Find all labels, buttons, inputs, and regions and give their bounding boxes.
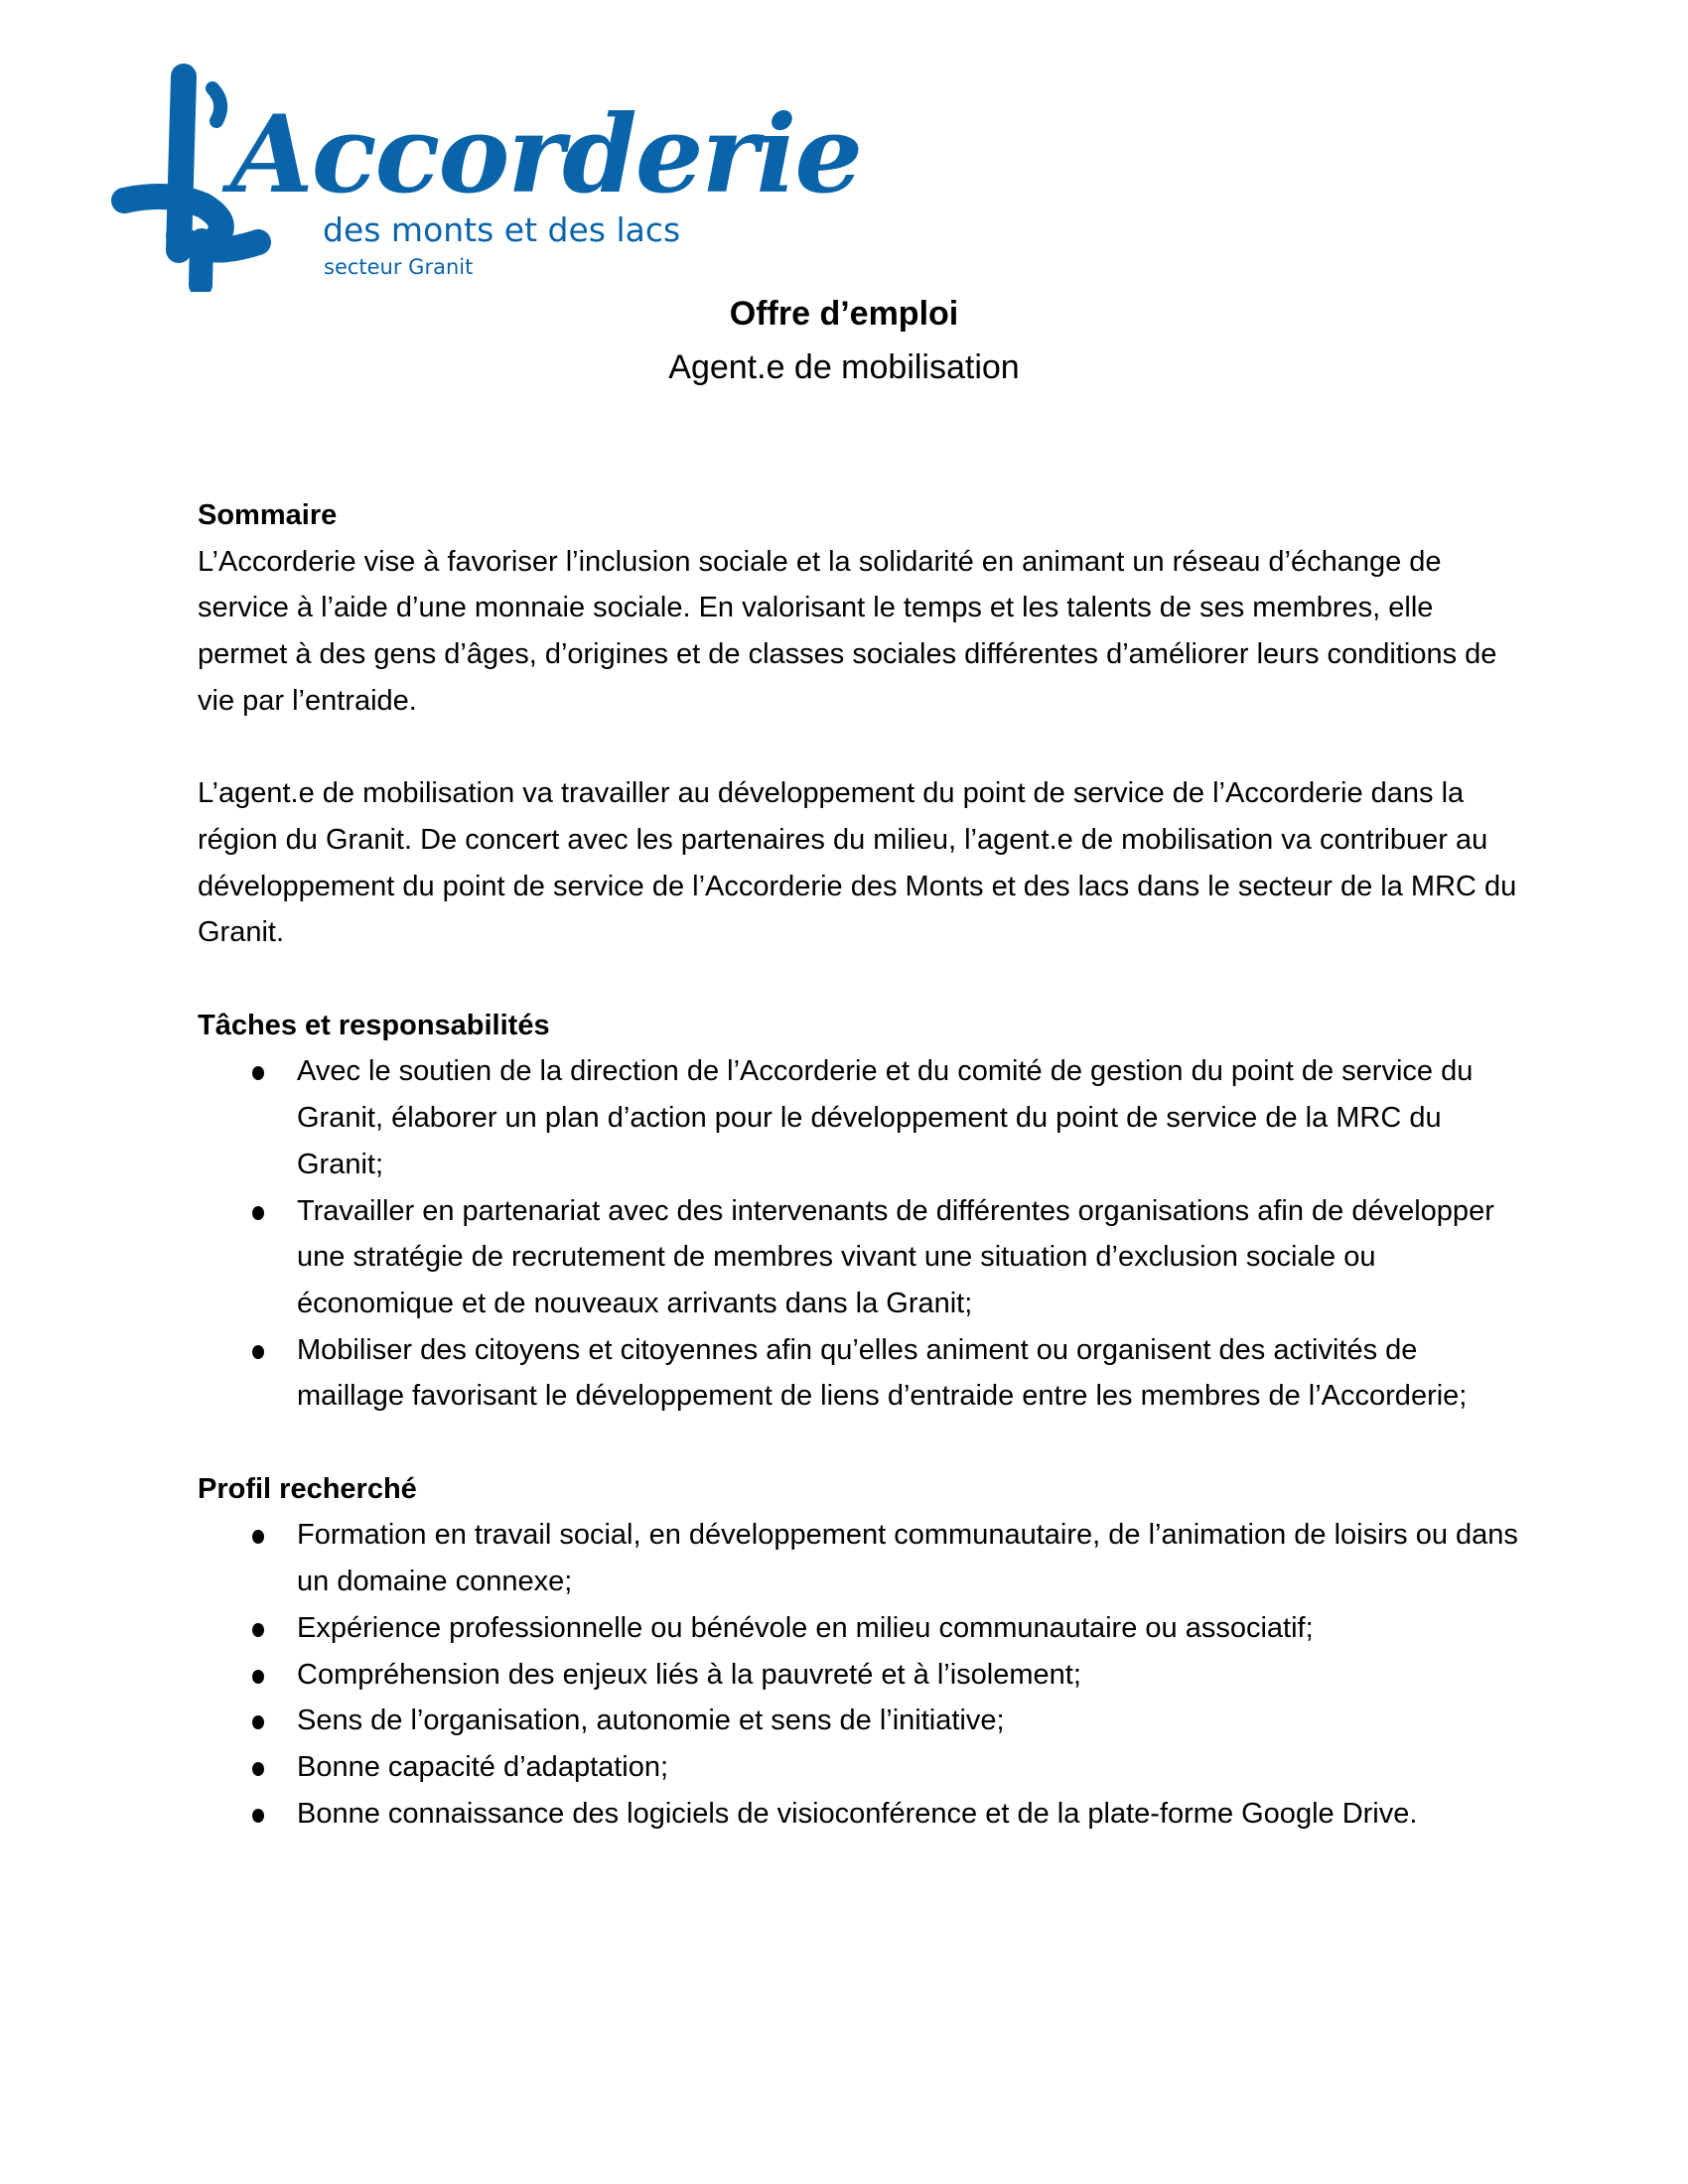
summary-paragraph: L’Accorderie vise à favoriser l’inclusion sociale et la solidarité en animant un réseau d’échange de service à l’aide d’une monnaie sociale. En valorisant le temps et les talents de ses membres, elle permet à des gens d’âges, d’origines et de classes sociales différentes d’améliorer leurs conditions de vie par l’entraide. [198, 545, 1497, 717]
list-item [198, 1698, 1518, 1744]
list-item [198, 1744, 1518, 1791]
job-title: Agent.e de mobilisation [668, 348, 1020, 386]
document-title: Offre d’emploi [729, 295, 959, 333]
list-item-text: Bonne connaissance des logiciels de visioconférence et de la plate-forme Google Drive. [297, 1797, 1418, 1830]
bullet-icon [252, 1206, 264, 1220]
list-item-text: Compréhension des enjeux liés à la pauvreté et à l’isolement; [297, 1658, 1081, 1691]
list-item-text: Avec le soutien de la direction de l’Accorderie et du comité de gestion du point de service du Granit, élaborer un plan d’action pour le développement du point de service de la MRC du Granit; [297, 1055, 1474, 1180]
summary-section [198, 492, 1518, 956]
list-item [198, 1512, 1518, 1604]
bullet-icon [252, 1715, 264, 1729]
tasks-list [198, 1048, 1518, 1420]
bullet-icon [252, 1623, 264, 1637]
bullet-icon [252, 1762, 264, 1776]
summary-heading: Sommaire [198, 499, 338, 531]
tasks-section [198, 1003, 1518, 1420]
logo-tagline: des monts et des lacs [323, 210, 681, 249]
list-item-text: Travailler en partenariat avec des intervenants de différentes organisations afin de développer une stratégie de recrutement de membres vivant une situation d’exclusion sociale ou économique et de nouveaux arrivants dans la Granit; [297, 1194, 1494, 1319]
logo-wordmark: Accorderie [230, 92, 862, 217]
list-item [198, 1188, 1518, 1327]
list-item [198, 1048, 1518, 1187]
bullet-icon [252, 1345, 264, 1359]
list-item [198, 1327, 1518, 1420]
logo-sector: secteur Granit [324, 255, 474, 279]
list-item-text: Mobiliser des citoyens et citoyennes afin qu’elles animent ou organisent des activités de maillage favorisant le développement de liens d’entraide entre les membres de l’Accorderie; [297, 1333, 1468, 1413]
profile-heading: Profil recherché [198, 1472, 417, 1505]
list-item-text: Sens de l’organisation, autonomie et sens de l’initiative; [297, 1705, 1005, 1737]
bullet-icon [252, 1530, 264, 1544]
list-item-text: Formation en travail social, en développement communautaire, de l’animation de loisirs ou dans un domaine connexe; [297, 1519, 1518, 1598]
bullet-icon [252, 1809, 264, 1823]
role-paragraph: L’agent.e de mobilisation va travailler au développement du point de service de l’Accorderie dans la région du Granit. De concert avec les partenaires du milieu, l’agent.e de mobilisation va contribuer au développement du point de service de l’Accorderie des Monts et des lacs dans le secteur de la MRC du Granit. [198, 777, 1517, 949]
list-item [198, 1605, 1518, 1652]
list-item [198, 1791, 1518, 1838]
list-item [198, 1652, 1518, 1699]
accorderie-logo [109, 62, 862, 292]
document-body [198, 492, 1518, 1837]
list-item-text: Bonne capacité d’adaptation; [297, 1750, 669, 1783]
tasks-heading: Tâches et responsabilités [198, 1009, 550, 1041]
bullet-icon [252, 1066, 264, 1080]
bullet-icon [252, 1670, 264, 1684]
profile-section [198, 1466, 1518, 1838]
profile-list [198, 1512, 1518, 1837]
list-item-text: Expérience professionnelle ou bénévole en milieu communautaire ou associatif; [297, 1611, 1314, 1644]
